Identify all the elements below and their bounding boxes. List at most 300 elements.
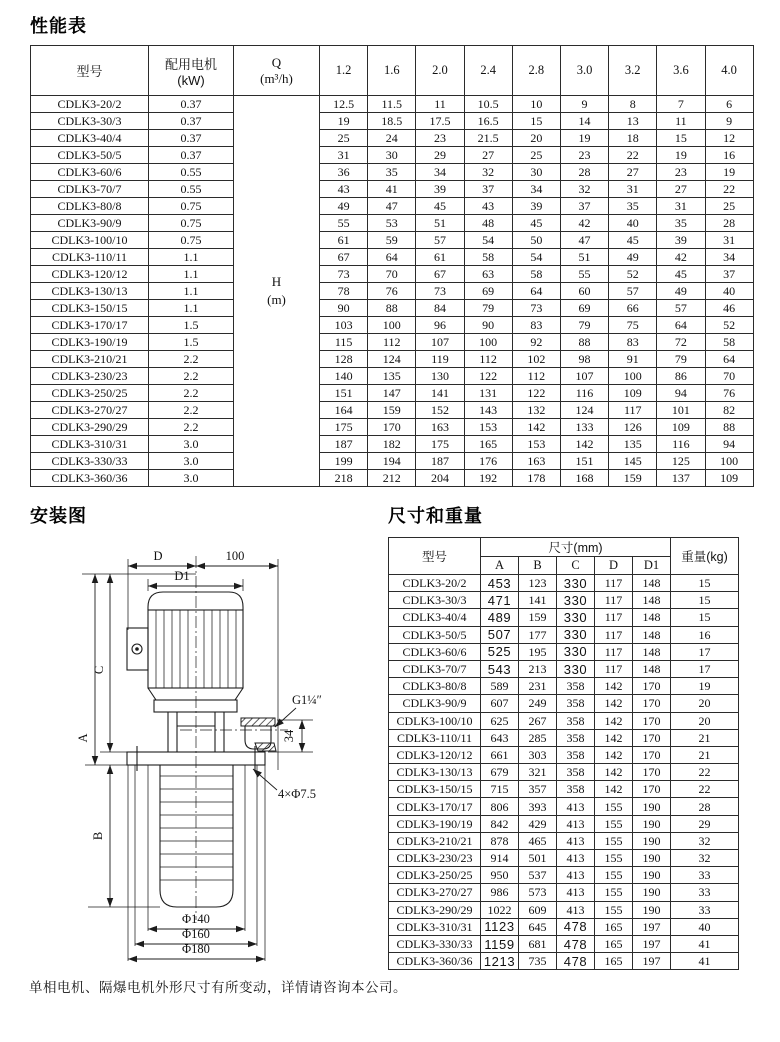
dimension-value-cell: 573 (519, 884, 557, 901)
head-value-cell: 31 (609, 181, 657, 198)
dimension-value-cell: 117 (595, 609, 633, 626)
dimension-value-cell: 170 (633, 781, 671, 798)
dimension-value-cell: 195 (519, 643, 557, 660)
head-value-cell: 55 (320, 215, 368, 232)
performance-row (31, 96, 754, 113)
head-value-cell: 6 (705, 96, 753, 113)
head-value-cell: 187 (320, 436, 368, 453)
head-value-cell: 50 (512, 232, 560, 249)
model-cell: CDLK3-310/31 (31, 436, 149, 453)
head-value-cell: 112 (368, 334, 416, 351)
head-value-cell: 32 (464, 164, 512, 181)
head-value-cell: 147 (368, 385, 416, 402)
dimension-value-cell: 413 (557, 798, 595, 815)
head-value-cell: 47 (560, 232, 608, 249)
head-value-cell: 103 (320, 317, 368, 334)
dimension-value-cell: 471 (481, 592, 519, 609)
head-unit-line1: H (271, 274, 282, 290)
dimension-value-cell: 625 (481, 712, 519, 729)
head-value-cell: 164 (320, 402, 368, 419)
model-cell: CDLK3-120/12 (389, 746, 481, 763)
dimension-value-cell: 117 (595, 626, 633, 643)
motor-power-cell: 0.75 (149, 232, 234, 249)
head-value-cell: 34 (512, 181, 560, 198)
motor-power-cell: 3.0 (149, 470, 234, 487)
dimension-value-cell: 842 (481, 815, 519, 832)
head-value-cell: 175 (320, 419, 368, 436)
dimension-value-cell: 148 (633, 609, 671, 626)
dimension-value-cell: 501 (519, 850, 557, 867)
head-value-cell: 25 (320, 130, 368, 147)
dimension-value-cell: 148 (633, 626, 671, 643)
head-value-cell: 35 (657, 215, 705, 232)
performance-row (31, 402, 754, 419)
flow-rate-header: 2.8 (512, 46, 560, 96)
weight-cell: 41 (671, 953, 739, 970)
head-value-cell: 79 (560, 317, 608, 334)
performance-table-container (30, 45, 754, 487)
head-value-cell: 57 (416, 232, 464, 249)
head-value-cell: 27 (657, 181, 705, 198)
motor-power-cell: 1.5 (149, 334, 234, 351)
weight-cell: 15 (671, 609, 739, 626)
flow-rate-header: 1.6 (368, 46, 416, 96)
dimensions-row (389, 575, 739, 592)
head-value-cell: 107 (416, 334, 464, 351)
head-unit-line2: (m) (267, 292, 286, 307)
model-cell: CDLK3-100/10 (389, 712, 481, 729)
performance-row (31, 351, 754, 368)
motor-header-line2: (kW) (177, 72, 205, 88)
head-value-cell: 40 (705, 283, 753, 300)
head-value-cell: 131 (464, 385, 512, 402)
dimension-value-cell: 142 (595, 764, 633, 781)
head-value-cell: 49 (657, 283, 705, 300)
head-value-cell: 159 (609, 470, 657, 487)
weight-cell: 22 (671, 764, 739, 781)
dimension-value-cell: 155 (595, 901, 633, 918)
dimension-value-cell: 231 (519, 678, 557, 695)
dimensions-row (389, 953, 739, 970)
dimension-value-cell: 190 (633, 867, 671, 884)
dimension-value-cell: 507 (481, 626, 519, 643)
dimensions-row (389, 592, 739, 609)
head-value-cell: 8 (609, 96, 657, 113)
head-value-cell: 53 (368, 215, 416, 232)
dimensions-row (389, 884, 739, 901)
head-value-cell: 75 (609, 317, 657, 334)
head-value-cell: 9 (560, 96, 608, 113)
head-value-cell: 178 (512, 470, 560, 487)
dimension-value-cell: 267 (519, 712, 557, 729)
dimension-value-cell: 358 (557, 695, 595, 712)
model-cell: CDLK3-290/29 (31, 419, 149, 436)
model-cell: CDLK3-330/33 (389, 935, 481, 952)
model-cell: CDLK3-210/21 (31, 351, 149, 368)
dimension-value-cell: 478 (557, 953, 595, 970)
head-value-cell: 69 (560, 300, 608, 317)
bolt-holes-label: 4×Φ7.5 (278, 787, 317, 801)
dimension-value-cell: 117 (595, 643, 633, 660)
head-value-cell: 64 (705, 351, 753, 368)
dimension-value-cell: 914 (481, 850, 519, 867)
head-value-cell: 17.5 (416, 113, 464, 130)
head-value-cell: 132 (512, 402, 560, 419)
head-value-cell: 152 (416, 402, 464, 419)
head-value-cell: 19 (320, 113, 368, 130)
head-value-cell: 90 (320, 300, 368, 317)
performance-row (31, 334, 754, 351)
dimension-value-cell: 358 (557, 746, 595, 763)
dimension-value-cell: 1123 (481, 918, 519, 935)
head-value-cell: 11 (657, 113, 705, 130)
head-value-cell: 10 (512, 96, 560, 113)
dimension-value-cell: 190 (633, 901, 671, 918)
head-value-cell: 35 (609, 198, 657, 215)
model-cell: CDLK3-330/33 (31, 453, 149, 470)
dimension-value-cell: 170 (633, 764, 671, 781)
dimensions-row (389, 781, 739, 798)
dimension-value-cell: 429 (519, 815, 557, 832)
dimensions-row (389, 746, 739, 763)
head-value-cell: 218 (320, 470, 368, 487)
weight-cell: 33 (671, 901, 739, 918)
head-value-cell: 10.5 (464, 96, 512, 113)
performance-row (31, 232, 754, 249)
model-cell: CDLK3-360/36 (31, 470, 149, 487)
dimension-value-cell: 330 (557, 575, 595, 592)
dimensions-row (389, 626, 739, 643)
head-value-cell: 72 (657, 334, 705, 351)
head-value-cell: 98 (560, 351, 608, 368)
head-value-cell: 66 (609, 300, 657, 317)
model-cell: CDLK3-30/3 (389, 592, 481, 609)
dimension-value-cell: 413 (557, 867, 595, 884)
flow-rate-header: 2.0 (416, 46, 464, 96)
dimensions-row (389, 660, 739, 677)
dimensions-row (389, 678, 739, 695)
head-value-cell: 76 (368, 283, 416, 300)
motor-power-cell: 0.55 (149, 164, 234, 181)
head-value-cell: 47 (368, 198, 416, 215)
head-value-cell: 58 (512, 266, 560, 283)
performance-row (31, 368, 754, 385)
head-value-cell: 22 (609, 147, 657, 164)
head-value-cell: 31 (320, 147, 368, 164)
dimension-value-cell: 148 (633, 660, 671, 677)
head-value-cell: 73 (320, 266, 368, 283)
head-value-cell: 64 (512, 283, 560, 300)
head-value-cell: 78 (320, 283, 368, 300)
head-value-cell: 31 (657, 198, 705, 215)
head-value-cell: 112 (512, 368, 560, 385)
dimension-value-cell: 155 (595, 850, 633, 867)
performance-row (31, 470, 754, 487)
head-value-cell: 19 (705, 164, 753, 181)
dimension-value-cell: 249 (519, 695, 557, 712)
head-value-cell: 67 (416, 266, 464, 283)
head-value-cell: 9 (705, 113, 753, 130)
head-value-cell: 45 (609, 232, 657, 249)
barrel-ribs (160, 776, 233, 880)
head-value-cell: 37 (464, 181, 512, 198)
dim-label-dia160: Φ160 (182, 927, 210, 941)
dimensions-table-body (389, 575, 739, 970)
dimension-value-cell: 878 (481, 832, 519, 849)
head-value-cell: 42 (560, 215, 608, 232)
head-value-cell: 88 (560, 334, 608, 351)
head-value-cell: 40 (609, 215, 657, 232)
head-value-cell: 51 (416, 215, 464, 232)
motor-power-cell: 2.2 (149, 351, 234, 368)
head-value-cell: 82 (705, 402, 753, 419)
dimension-value-cell: 413 (557, 815, 595, 832)
dimensions-table (388, 537, 739, 970)
head-value-cell: 23 (560, 147, 608, 164)
head-value-cell: 117 (609, 402, 657, 419)
dimension-value-cell: 465 (519, 832, 557, 849)
performance-table (30, 45, 754, 487)
head-value-cell: 212 (368, 470, 416, 487)
head-value-cell: 192 (464, 470, 512, 487)
head-value-cell: 125 (657, 453, 705, 470)
head-value-cell: 57 (657, 300, 705, 317)
port-bottom-hatched (255, 743, 276, 751)
performance-row (31, 453, 754, 470)
dimension-value-cell: 358 (557, 729, 595, 746)
head-value-cell: 79 (464, 300, 512, 317)
head-value-cell: 19 (560, 130, 608, 147)
head-value-cell: 25 (512, 147, 560, 164)
dimension-value-cell: 413 (557, 901, 595, 918)
head-value-cell: 28 (705, 215, 753, 232)
head-value-cell: 12.5 (320, 96, 368, 113)
dimension-value-cell: 715 (481, 781, 519, 798)
head-value-cell: 100 (368, 317, 416, 334)
dimension-value-cell: 330 (557, 660, 595, 677)
dimension-value-cell: 413 (557, 850, 595, 867)
head-value-cell: 143 (464, 402, 512, 419)
model-cell: CDLK3-250/25 (31, 385, 149, 402)
dims-sub-header: B (519, 557, 557, 575)
weight-cell: 22 (671, 781, 739, 798)
performance-row (31, 113, 754, 130)
dimension-value-cell: 155 (595, 832, 633, 849)
dimension-value-cell: 413 (557, 832, 595, 849)
performance-row (31, 283, 754, 300)
dimension-value-cell: 117 (595, 575, 633, 592)
terminal-box-gland-center (135, 647, 139, 651)
flow-rate-header: 3.6 (657, 46, 705, 96)
dimension-value-cell: 357 (519, 781, 557, 798)
head-value-cell: 41 (368, 181, 416, 198)
head-value-cell: 24 (368, 130, 416, 147)
head-value-cell: 37 (705, 266, 753, 283)
dimension-value-cell: 679 (481, 764, 519, 781)
head-value-cell: 135 (368, 368, 416, 385)
head-value-cell: 28 (560, 164, 608, 181)
head-value-cell: 70 (368, 266, 416, 283)
head-value-cell: 29 (416, 147, 464, 164)
dim-label-A: A (76, 733, 90, 743)
dimensions-row (389, 867, 739, 884)
dimensions-section-title: 尺寸和重量 (388, 506, 483, 526)
model-cell: CDLK3-130/13 (389, 764, 481, 781)
head-value-cell: 35 (368, 164, 416, 181)
weight-cell: 32 (671, 832, 739, 849)
head-value-cell: 83 (512, 317, 560, 334)
dimension-value-cell: 661 (481, 746, 519, 763)
head-value-cell: 39 (657, 232, 705, 249)
model-cell: CDLK3-150/15 (389, 781, 481, 798)
dims-model-column-header: 型号 (389, 538, 481, 575)
head-value-cell: 168 (560, 470, 608, 487)
thread-callout-label: G1¼″ (292, 693, 322, 707)
dimension-value-cell: 358 (557, 764, 595, 781)
dimension-value-cell: 141 (519, 592, 557, 609)
dimension-value-cell: 213 (519, 660, 557, 677)
head-value-cell: 30 (368, 147, 416, 164)
head-value-cell: 163 (512, 453, 560, 470)
head-value-cell: 55 (560, 266, 608, 283)
dimension-value-cell: 358 (557, 781, 595, 798)
performance-row (31, 198, 754, 215)
head-value-cell: 34 (416, 164, 464, 181)
dimensions-row (389, 695, 739, 712)
model-cell: CDLK3-310/31 (389, 918, 481, 935)
dimension-value-cell: 681 (519, 935, 557, 952)
flow-rate-header: 4.0 (705, 46, 753, 96)
weight-cell: 17 (671, 643, 739, 660)
q-header-line2: (m³/h) (260, 70, 293, 86)
dimension-value-cell: 142 (595, 729, 633, 746)
head-value-cell: 101 (657, 402, 705, 419)
dimension-value-cell: 142 (595, 712, 633, 729)
dimensions-row (389, 798, 739, 815)
weight-cell: 33 (671, 867, 739, 884)
motor-power-cell: 2.2 (149, 368, 234, 385)
dimension-value-cell: 155 (595, 798, 633, 815)
motor-bottom-taper (148, 688, 243, 700)
dims-sub-header: A (481, 557, 519, 575)
dimension-value-cell: 165 (595, 935, 633, 952)
dimension-value-cell: 285 (519, 729, 557, 746)
dimension-value-cell: 358 (557, 712, 595, 729)
model-cell: CDLK3-110/11 (31, 249, 149, 266)
motor-header-line1: 配用电机 (164, 56, 217, 72)
performance-section-title: 性能表 (30, 16, 87, 36)
head-value-cell: 140 (320, 368, 368, 385)
dimension-value-cell: 117 (595, 660, 633, 677)
dim-label-100: 100 (225, 549, 245, 563)
head-value-cell: 7 (657, 96, 705, 113)
head-value-cell: 100 (464, 334, 512, 351)
motor-power-cell: 0.37 (149, 113, 234, 130)
head-value-cell: 15 (657, 130, 705, 147)
head-value-cell: 25 (705, 198, 753, 215)
dimension-value-cell: 170 (633, 695, 671, 712)
installation-drawing (30, 530, 382, 978)
head-value-cell: 57 (609, 283, 657, 300)
head-value-cell: 70 (705, 368, 753, 385)
dimension-value-cell: 393 (519, 798, 557, 815)
head-value-cell: 34 (705, 249, 753, 266)
model-cell: CDLK3-90/9 (389, 695, 481, 712)
head-value-cell: 46 (705, 300, 753, 317)
dimension-value-cell: 170 (633, 712, 671, 729)
motor-power-cell: 2.2 (149, 419, 234, 436)
head-value-cell: 69 (464, 283, 512, 300)
model-cell: CDLK3-190/19 (31, 334, 149, 351)
motor-power-cell: 0.37 (149, 147, 234, 164)
installation-section-title: 安装图 (30, 506, 87, 526)
head-value-cell: 88 (368, 300, 416, 317)
head-value-cell: 54 (464, 232, 512, 249)
weight-cell: 20 (671, 695, 739, 712)
dimension-value-cell: 142 (595, 678, 633, 695)
motor-power-cell: 1.1 (149, 300, 234, 317)
performance-row (31, 436, 754, 453)
dimension-value-cell: 165 (595, 918, 633, 935)
dims-sub-header: C (557, 557, 595, 575)
head-value-cell: 194 (368, 453, 416, 470)
head-value-cell: 79 (657, 351, 705, 368)
head-value-cell: 107 (560, 368, 608, 385)
head-value-cell: 36 (320, 164, 368, 181)
motor-cap (148, 592, 243, 610)
dimensions-row (389, 712, 739, 729)
dimension-value-cell: 330 (557, 643, 595, 660)
head-value-cell: 109 (609, 385, 657, 402)
head-value-cell: 54 (512, 249, 560, 266)
head-value-cell: 84 (416, 300, 464, 317)
motor-power-cell: 0.37 (149, 130, 234, 147)
head-value-cell: 199 (320, 453, 368, 470)
head-value-cell: 11.5 (368, 96, 416, 113)
model-cell: CDLK3-270/27 (31, 402, 149, 419)
motor-flange (154, 700, 237, 712)
head-value-cell: 49 (320, 198, 368, 215)
head-value-cell: 135 (609, 436, 657, 453)
model-cell: CDLK3-50/5 (389, 626, 481, 643)
dimension-value-cell: 735 (519, 953, 557, 970)
head-value-cell: 19 (657, 147, 705, 164)
dimension-value-cell: 190 (633, 884, 671, 901)
head-value-cell: 163 (416, 419, 464, 436)
motor-power-cell: 2.2 (149, 385, 234, 402)
dimensions-row (389, 918, 739, 935)
dimension-value-cell: 197 (633, 953, 671, 970)
model-cell: CDLK3-150/15 (31, 300, 149, 317)
head-value-cell: 102 (512, 351, 560, 368)
motor-power-cell: 0.55 (149, 181, 234, 198)
head-value-cell: 83 (609, 334, 657, 351)
dimension-value-cell: 142 (595, 695, 633, 712)
dimension-value-cell: 413 (557, 884, 595, 901)
model-cell: CDLK3-250/25 (389, 867, 481, 884)
model-cell: CDLK3-290/29 (389, 901, 481, 918)
model-cell: CDLK3-20/2 (31, 96, 149, 113)
dimension-value-cell: 950 (481, 867, 519, 884)
head-value-cell: 128 (320, 351, 368, 368)
head-value-cell: 109 (705, 470, 753, 487)
model-cell: CDLK3-70/7 (389, 660, 481, 677)
head-value-cell: 100 (705, 453, 753, 470)
head-value-cell: 43 (464, 198, 512, 215)
dimension-value-cell: 478 (557, 918, 595, 935)
dimension-value-cell: 453 (481, 575, 519, 592)
dimension-value-cell: 170 (633, 678, 671, 695)
